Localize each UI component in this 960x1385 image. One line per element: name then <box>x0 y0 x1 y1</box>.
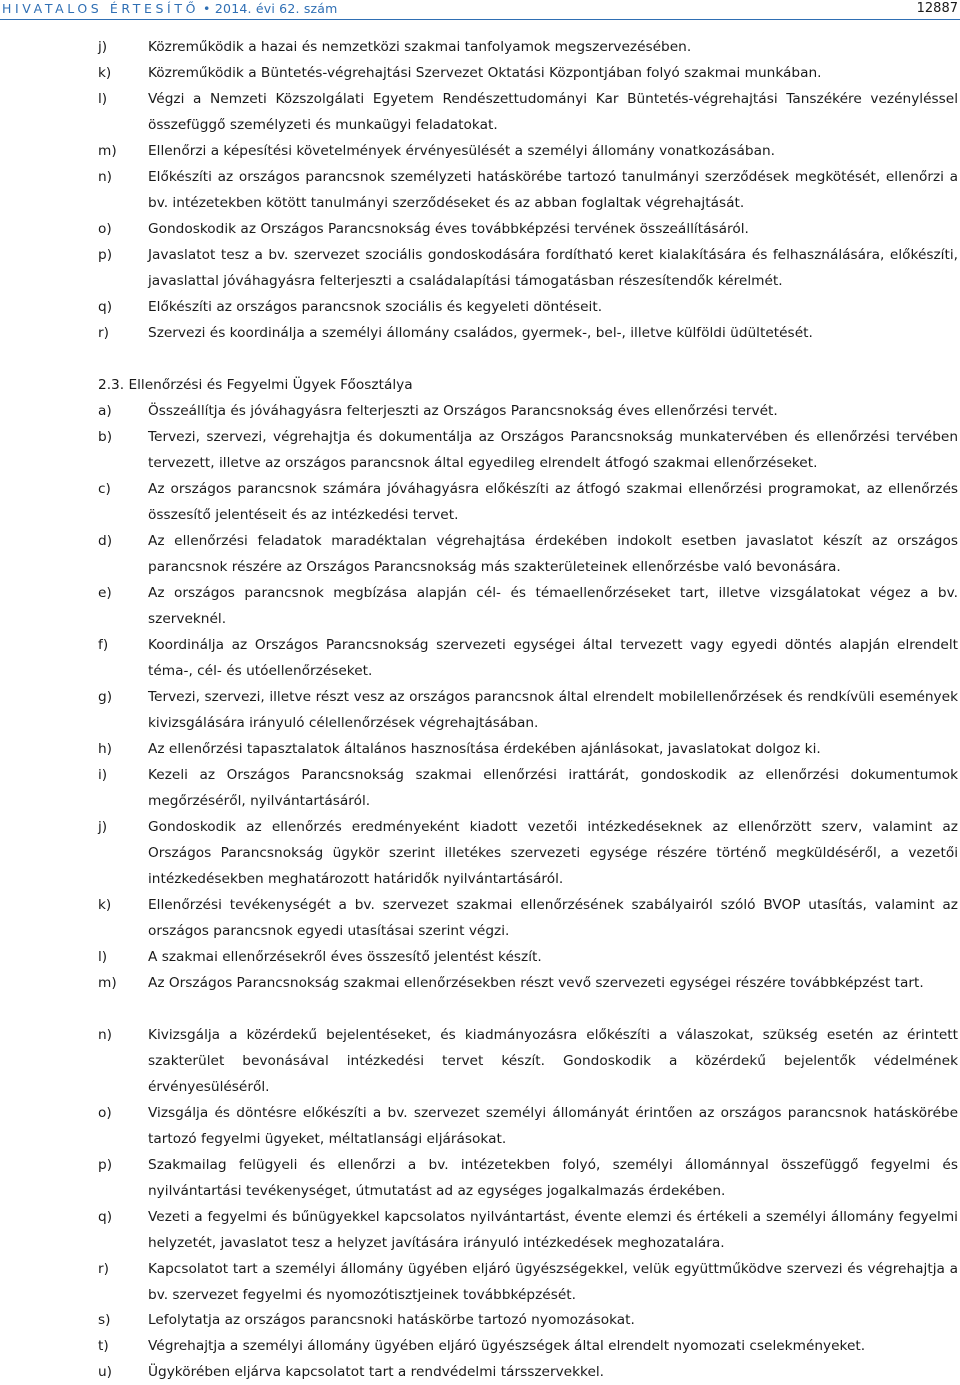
list-letter: k) <box>98 897 112 913</box>
list-text: Az országos parancsnok megbízása alapján cél- és témaellenőrzéseket tart, illetve vizsgálatokat végez a bv. szerveknél. <box>148 585 958 627</box>
list-text: Tervezi, szervezi, illetve részt vesz az országos parancsnok által elrendelt mobilellenőrzések és rendkívüli események kivizsgálására irányuló célellenőrzések végrehajtásában. <box>148 689 958 731</box>
issue-date: 2014. évi 62. szám <box>214 1 338 16</box>
list-letter: d) <box>98 533 113 549</box>
list-text: Gondoskodik az Országos Parancsnokság éves továbbképzési tervének összeállításáról. <box>148 221 749 237</box>
list-text: Gondoskodik az ellenőrzés eredményeként kiadott vezetői intézkedéseknek az ellenőrzött szerv, valamint az Országos Parancsnokság ügykör szerint illetékes szervezeti egysége részére történő megküldéséről, a vezetői intézkedésekben meghatározott határidők nyilvántartásáról. <box>148 819 958 887</box>
list-text: Szervezi és koordinálja a személyi állomány családos, gyermek-, bel-, illetve külföldi üdültetését. <box>148 325 813 341</box>
publication-line <box>2 1 338 16</box>
list-letter: m) <box>98 143 117 159</box>
list-letter: m) <box>98 975 117 991</box>
list-text: Végrehajtja a személyi állomány ügyében eljáró ügyészségek által elrendelt nyomozati cselekményeket. <box>148 1338 866 1354</box>
list-text: Az országos parancsnok számára jóváhagyásra előkészíti az átfogó szakmai ellenőrzési programokat, az ellenőrzés összesítő jelentéseit és az intézkedési tervet. <box>148 481 958 523</box>
list-letter: p) <box>98 1157 113 1173</box>
header-separator: • <box>203 1 211 16</box>
list-letter: c) <box>98 481 111 497</box>
list-text: Ellenőrzi a képesítési követelmények érvényesülését a személyi állomány vonatkozásában. <box>148 143 776 159</box>
list-text: Végzi a Nemzeti Közszolgálati Egyetem Rendészettudományi Kar Büntetés-végrehajtási Tanszékére vezényléssel összefüggő személyzeti és munkaügyi feladatokat. <box>148 91 958 133</box>
list-text: Összeállítja és jóváhagyásra felterjeszti az Országos Parancsnokság éves ellenőrzési tervét. <box>148 403 778 419</box>
list-text: Közreműködik a Büntetés-végrehajtási Szervezet Oktatási Központjában folyó szakmai munkában. <box>148 65 822 81</box>
list-letter: q) <box>98 1209 113 1225</box>
list-text: Ellenőrzési tevékenységét a bv. szervezet szakmai ellenőrzésének szabályairól szóló BVOP utasítás, valamint az országos parancsnok egyedi utasításai szerint végzi. <box>148 897 958 939</box>
list-letter: t) <box>98 1338 109 1354</box>
list-text: Vezeti a fegyelmi és bűnügyekkel kapcsolatos nyilvántartást, évente elemzi és értékeli a személyi állomány fegyelmi helyzetét, javaslatot tesz a helyzet javítására irányuló intézkedések meghozatalára. <box>148 1209 958 1251</box>
list-letter: r) <box>98 1261 109 1277</box>
list-text: Kapcsolatot tart a személyi állomány ügyében eljáró ügyészségekkel, velük együttműködve szervezi és végrehajtja a bv. szervezet fegyelmi és nyomozótisztjeinek továbbképzését. <box>148 1261 958 1303</box>
list-letter: a) <box>98 403 112 419</box>
list-letter: b) <box>98 429 113 445</box>
list-text: Kivizsgálja a közérdekű bejelentéseket, és kiadmányozásra előkészíti a válaszokat, szükség esetén az érintett szakterület bevonásával intézkedési tervet készít. Gondoskodik a közérdekű bejelentők védelmének érvényesüléséről. <box>148 1027 958 1095</box>
list-text: Kezeli az Országos Parancsnokság szakmai ellenőrzési irattárát, gondoskodik az ellenőrzési dokumentumok megőrzéséről, nyilvántartásáról. <box>148 767 958 809</box>
list-text: Előkészíti az országos parancsnok személyzeti hatáskörébe tartozó tanulmányi szerződések megkötését, ellenőrzi a bv. intézetekben kötött tanulmányi szerződéseket és az abban foglaltak végrehajtását. <box>148 169 958 211</box>
list-text: Az ellenőrzési tapasztalatok általános hasznosítása érdekében ajánlásokat, javaslatokat dolgoz ki. <box>148 741 821 757</box>
list-letter: j) <box>98 39 108 55</box>
page-header <box>0 0 960 22</box>
list-letter: u) <box>98 1364 113 1380</box>
list-text: Az ellenőrzési feladatok maradéktalan végrehajtása érdekében indokolt esetben javaslatot készít az országos parancsnok részére az Országos Parancsnokság más szakterületeinek ellenőrzésbe való bevonására. <box>148 533 958 575</box>
list-text: A szakmai ellenőrzésekről éves összesítő jelentést készít. <box>148 949 542 965</box>
page-number: 12887 <box>916 1 958 16</box>
list-letter: l) <box>98 91 108 107</box>
publication-title: HIVATALOS ÉRTESÍTŐ <box>2 1 200 16</box>
list-text: Előkészíti az országos parancsnok szociális és kegyeleti döntéseit. <box>148 299 603 315</box>
list-letter: k) <box>98 65 112 81</box>
section-title: 2.3. Ellenőrzési és Fegyelmi Ügyek Főosztálya <box>98 377 413 393</box>
list-letter: f) <box>98 637 109 653</box>
list-text: Ügykörében eljárva kapcsolatot tart a rendvédelmi társszervekkel. <box>148 1364 605 1380</box>
list-letter: h) <box>98 741 113 757</box>
list-text: Az Országos Parancsnokság szakmai ellenőrzésekben részt vevő szervezeti egységei részére továbbképzést tart. <box>148 975 924 991</box>
list-letter: o) <box>98 221 112 237</box>
list-letter: q) <box>98 299 113 315</box>
list-text: Szakmailag felügyeli és ellenőrzi a bv. intézetekben folyó, személyi állománnyal összefüggő fegyelmi és nyilvántartási tevékenységet, útmutatást ad az egységes jogalkalmazás érdekében. <box>148 1157 958 1199</box>
list-text: Javaslatot tesz a bv. szervezet szociális gondoskodására fordítható keret kialakítására és felhasználására, előkészíti, javaslattal jóváhagyásra felterjeszti a családalapítási támogatásban részesítendők kérelmét. <box>148 247 958 289</box>
list-text: Vizsgálja és döntésre előkészíti a bv. szervezet személyi állományát érintően az országos parancsnok hatáskörébe tartozó fegyelmi ügyeket, méltatlansági eljárásokat. <box>148 1105 958 1147</box>
list-letter: e) <box>98 585 112 601</box>
list-text: Közreműködik a hazai és nemzetközi szakmai tanfolyamok megszervezésében. <box>148 39 692 55</box>
list-letter: n) <box>98 169 113 185</box>
list-letter: r) <box>98 325 109 341</box>
list-letter: i) <box>98 767 108 783</box>
list-letter: g) <box>98 689 113 705</box>
list-letter: s) <box>98 1312 111 1328</box>
list-letter: l) <box>98 949 108 965</box>
list-letter: j) <box>98 819 108 835</box>
header-rule <box>0 19 960 20</box>
list-text: Lefolytatja az országos parancsnoki hatáskörbe tartozó nyomozásokat. <box>148 1312 635 1328</box>
list-text: Koordinálja az Országos Parancsnokság szervezeti egységei által tervezett vagy egyedi döntés alapján elrendelt téma-, cél- és utóellenőrzéseket. <box>148 637 958 679</box>
list-letter: n) <box>98 1027 113 1043</box>
list-text: Tervezi, szervezi, végrehajtja és dokumentálja az Országos Parancsnokság munkatervében és ellenőrzési tervében tervezett, illetve az országos parancsnok által egyedileg elrendelt átfogó szakmai ellenőrzéseket. <box>148 429 958 471</box>
list-letter: o) <box>98 1105 112 1121</box>
list-letter: p) <box>98 247 113 263</box>
